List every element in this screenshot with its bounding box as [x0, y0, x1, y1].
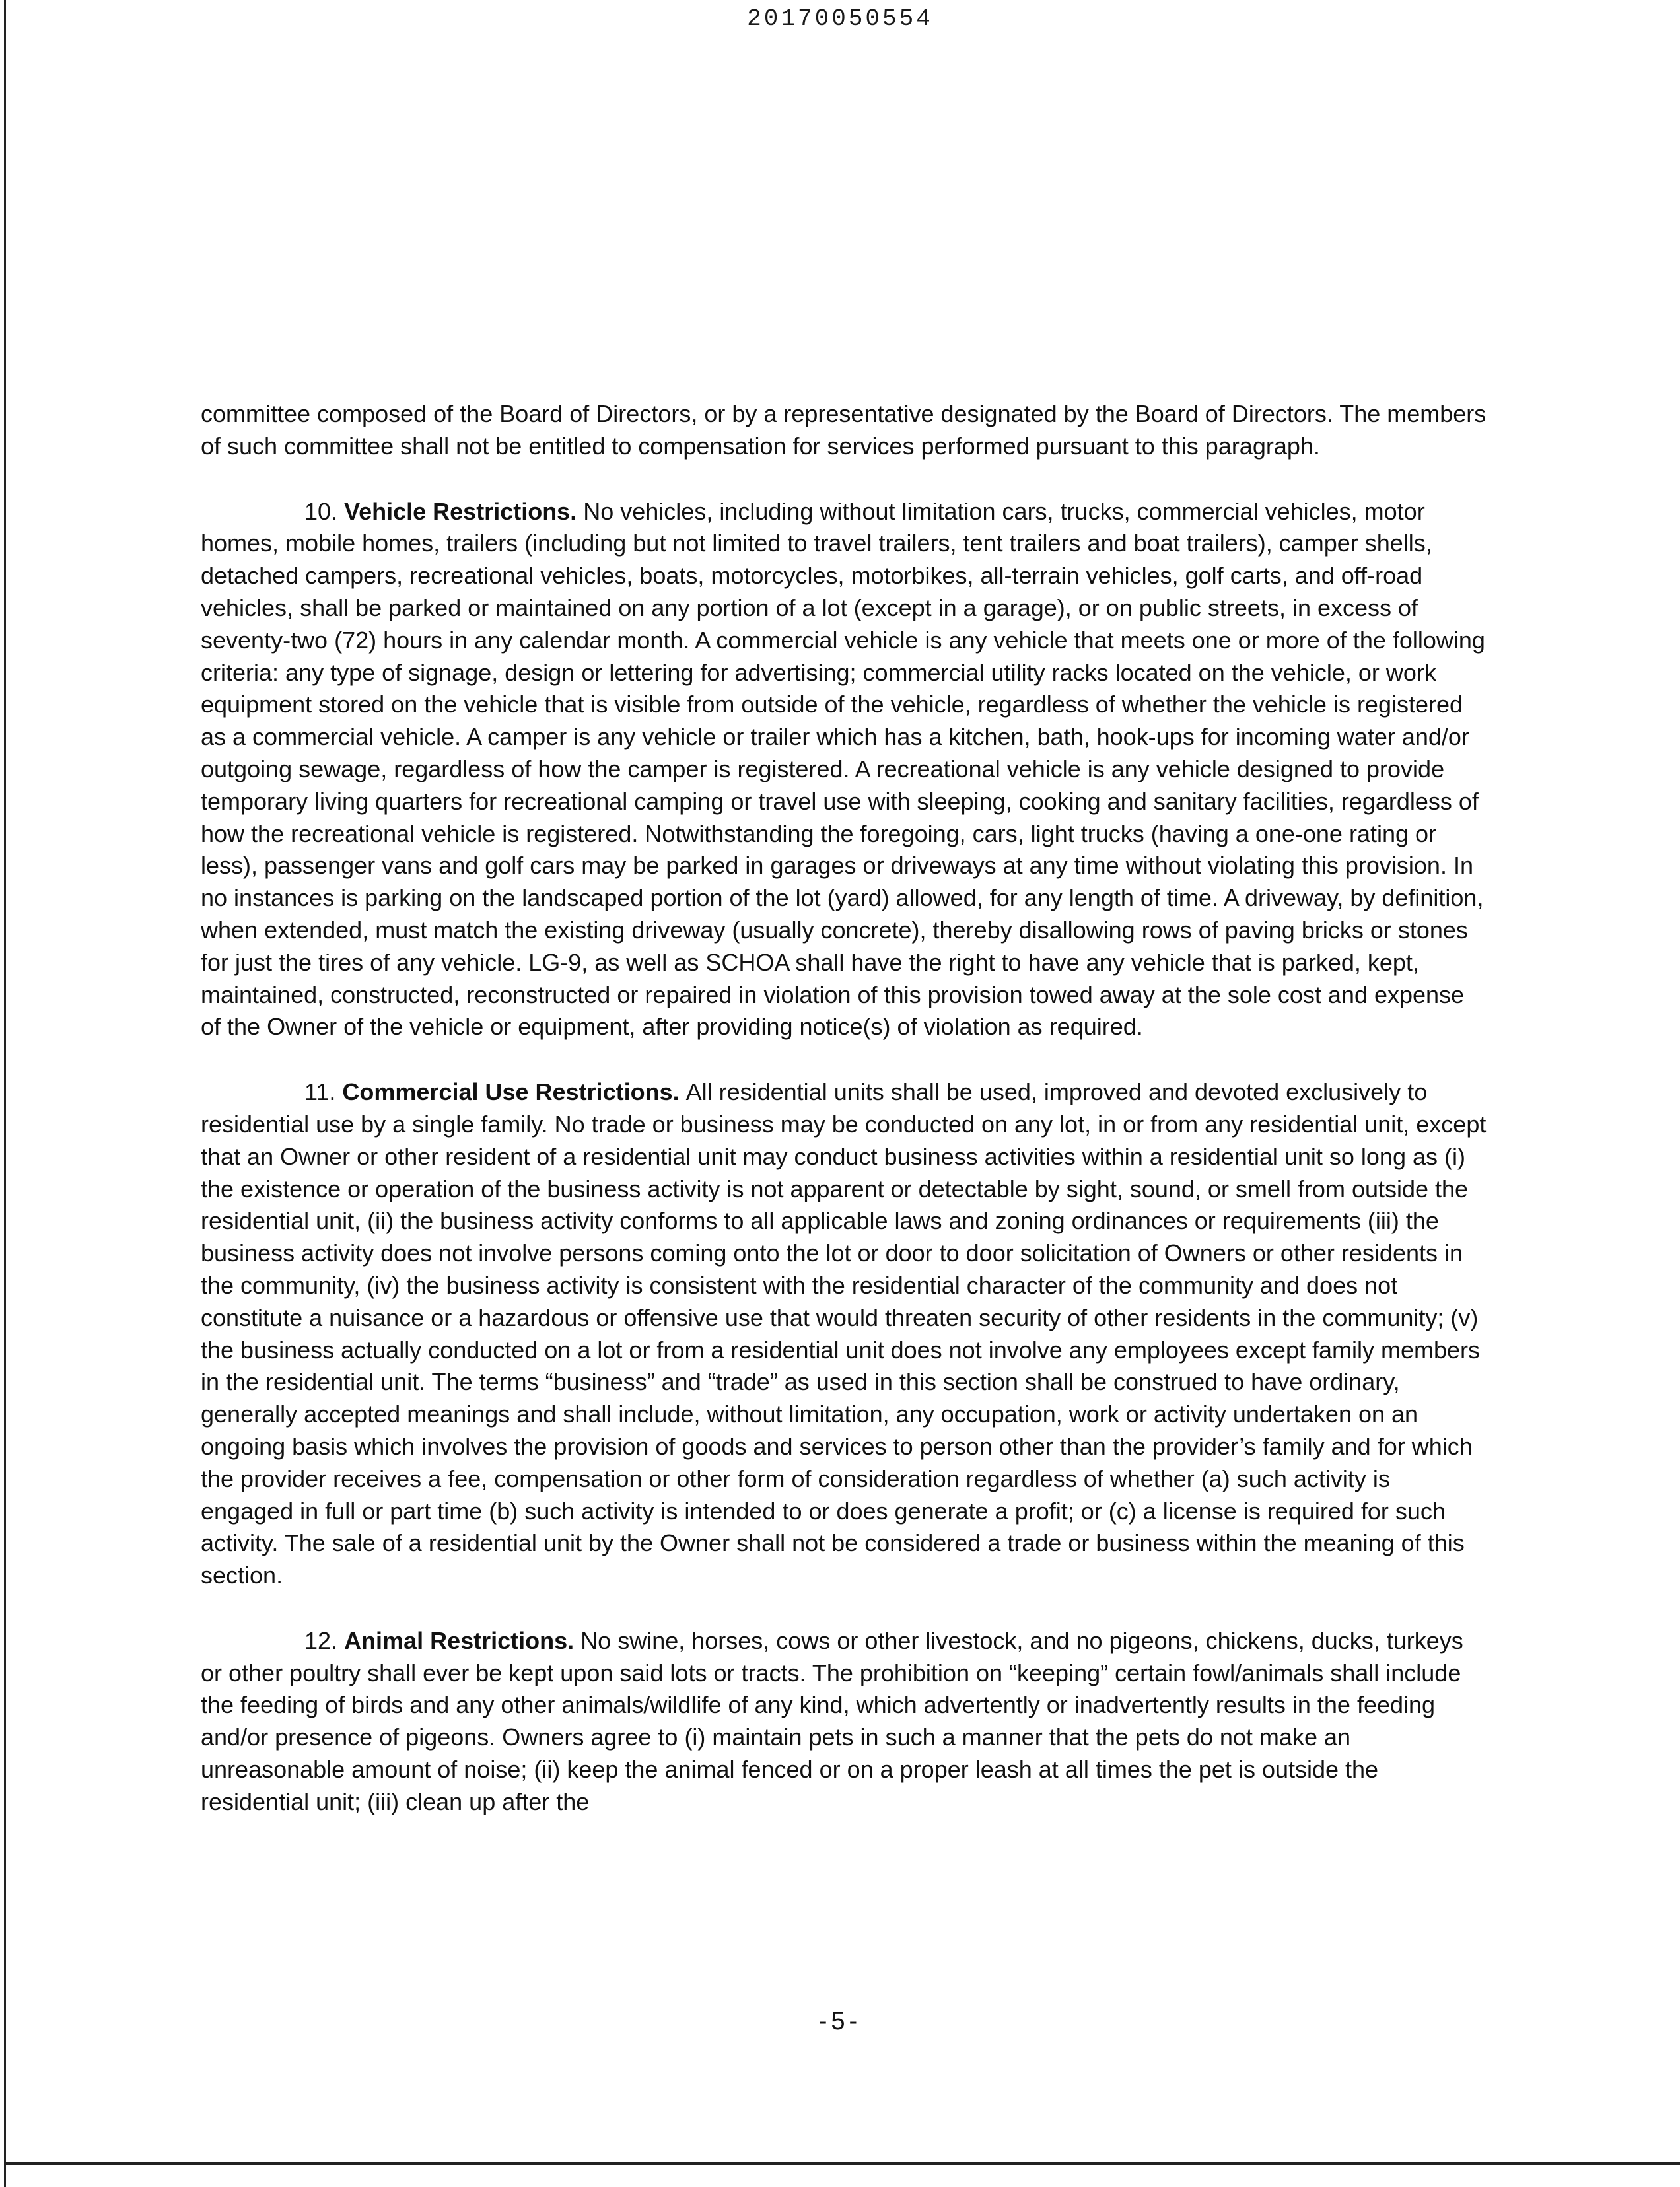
- paragraph-text: No swine, horses, cows or other livestock, and no pigeons, chickens, ducks, turkeys or other poultry shall ever be kept upon said lots or tracts. The prohibition on “keeping” certain fowl/animals shall include the feeding of birds and any other animals/wildlife of any kind, which advertently or inadvertently results in the feeding and/or presence of pigeons. Owners agree to (i) maintain pets in such a manner that the pets do not make an unreasonable amount of noise; (ii) keep the animal fenced or on a proper leash at all times the pet is outside the residential unit; (iii) clean up after the: [201, 1626, 1463, 1815]
- paragraph-committee-continuation: [201, 398, 1488, 463]
- document-number: 20170050554: [747, 5, 933, 32]
- paragraph-commercial-use-restrictions: [201, 1076, 1488, 1592]
- section-heading: Vehicle Restrictions.: [344, 497, 577, 525]
- page-number: -5-: [818, 2007, 862, 2035]
- section-number: 10.: [304, 497, 338, 525]
- paragraph-text: committee composed of the Board of Directors, or by a representative designated by the Board of Directors. The members of such committee shall not be entitled to compensation for services performed pursuant to this paragraph.: [201, 400, 1487, 460]
- section-heading: Animal Restrictions.: [344, 1626, 575, 1654]
- document-body: [201, 398, 1488, 1819]
- paragraph-text: No vehicles, including without limitation cars, trucks, commercial vehicles, motor homes, mobile homes, trailers (including but not limited to travel trailers, tent trailers and boat trailers), camper shells, detached campers, recreational vehicles, boats, motorcycles, motorbikes, all-terrain vehicles, golf carts, and off-road vehicles, shall be parked or maintained on any portion of a lot (except in a garage), or on public streets, in excess of seventy-two (72) hours in any calendar month. A commercial vehicle is any vehicle that meets one or more of the following criteria: any type of signage, design or lettering for advertising; commercial utility racks located on the vehicle, or work equipment stored on the vehicle that is visible from outside of the vehicle, regardless of whether the vehicle is registered as a commercial vehicle. A camper is any vehicle or trailer which has a kitchen, bath, hook-ups for incoming water and/or outgoing sewage, regardless of how the camper is registered. A recreational vehicle is any vehicle designed to provide temporary living quarters for recreational camping or travel use with sleeping, cooking and sanitary facilities, regardless of how the recreational vehicle is registered. Notwithstanding the foregoing, cars, light trucks (having a one-one rating or less), passenger vans and golf cars may be parked in garages or driveways at any time without violating this provision. In no instances is parking on the landscaped portion of the lot (yard) allowed, for any length of time. A driveway, by definition, when extended, must match the existing driveway (usually concrete), thereby disallowing rows of paving bricks or stones for just the tires of any vehicle. LG-9, as well as SCHOA shall have the right to have any vehicle that is parked, kept, maintained, constructed, reconstructed or repaired in violation of this provision towed away at the sole cost and expense of the Owner of the vehicle or equipment, after providing notice(s) of violation as required.: [201, 497, 1485, 1041]
- section-number: 11.: [304, 1078, 336, 1106]
- scan-left-edge-line: [4, 0, 6, 2187]
- scan-bottom-edge-line: [6, 2162, 1680, 2165]
- paragraph-animal-restrictions: [201, 1625, 1488, 1819]
- paragraph-vehicle-restrictions: [201, 496, 1488, 1044]
- paragraph-text: All residential units shall be used, improved and devoted exclusively to residential use by a single family. No trade or business may be conducted on any lot, in or from any residential unit, except that an Owner or other resident of a residential unit may conduct business activities within a residential unit so long as (i) the existence or operation of the business activity is not apparent or detectable by sight, sound, or smell from outside the residential unit, (ii) the business activity conforms to all applicable laws and zoning ordinances or requirements (iii) the business activity does not involve persons coming onto the lot or door to door solicitation of Owners or other residents in the community, (iv) the business activity is consistent with the residential character of the community and does not constitute a nuisance or a hazardous or offensive use that would threaten security of other residents in the community; (v) the business actually conducted on a lot or from a residential unit does not involve any employees except family members in the residential unit. The terms “business” and “trade” as used in this section shall be construed to have ordinary, generally accepted meanings and shall include, without limitation, any occupation, work or activity undertaken on an ongoing basis which involves the provision of goods and services to person other than the provider’s family and for which the provider receives a fee, compensation or other form of consideration regardless of whether (a) such activity is engaged in full or part time (b) such activity is intended to or does generate a profit; or (c) a license is required for such activity. The sale of a residential unit by the Owner shall not be considered a trade or business within the meaning of this section.: [201, 1078, 1487, 1589]
- section-heading: Commercial Use Restrictions.: [342, 1078, 680, 1106]
- section-number: 12.: [304, 1626, 338, 1654]
